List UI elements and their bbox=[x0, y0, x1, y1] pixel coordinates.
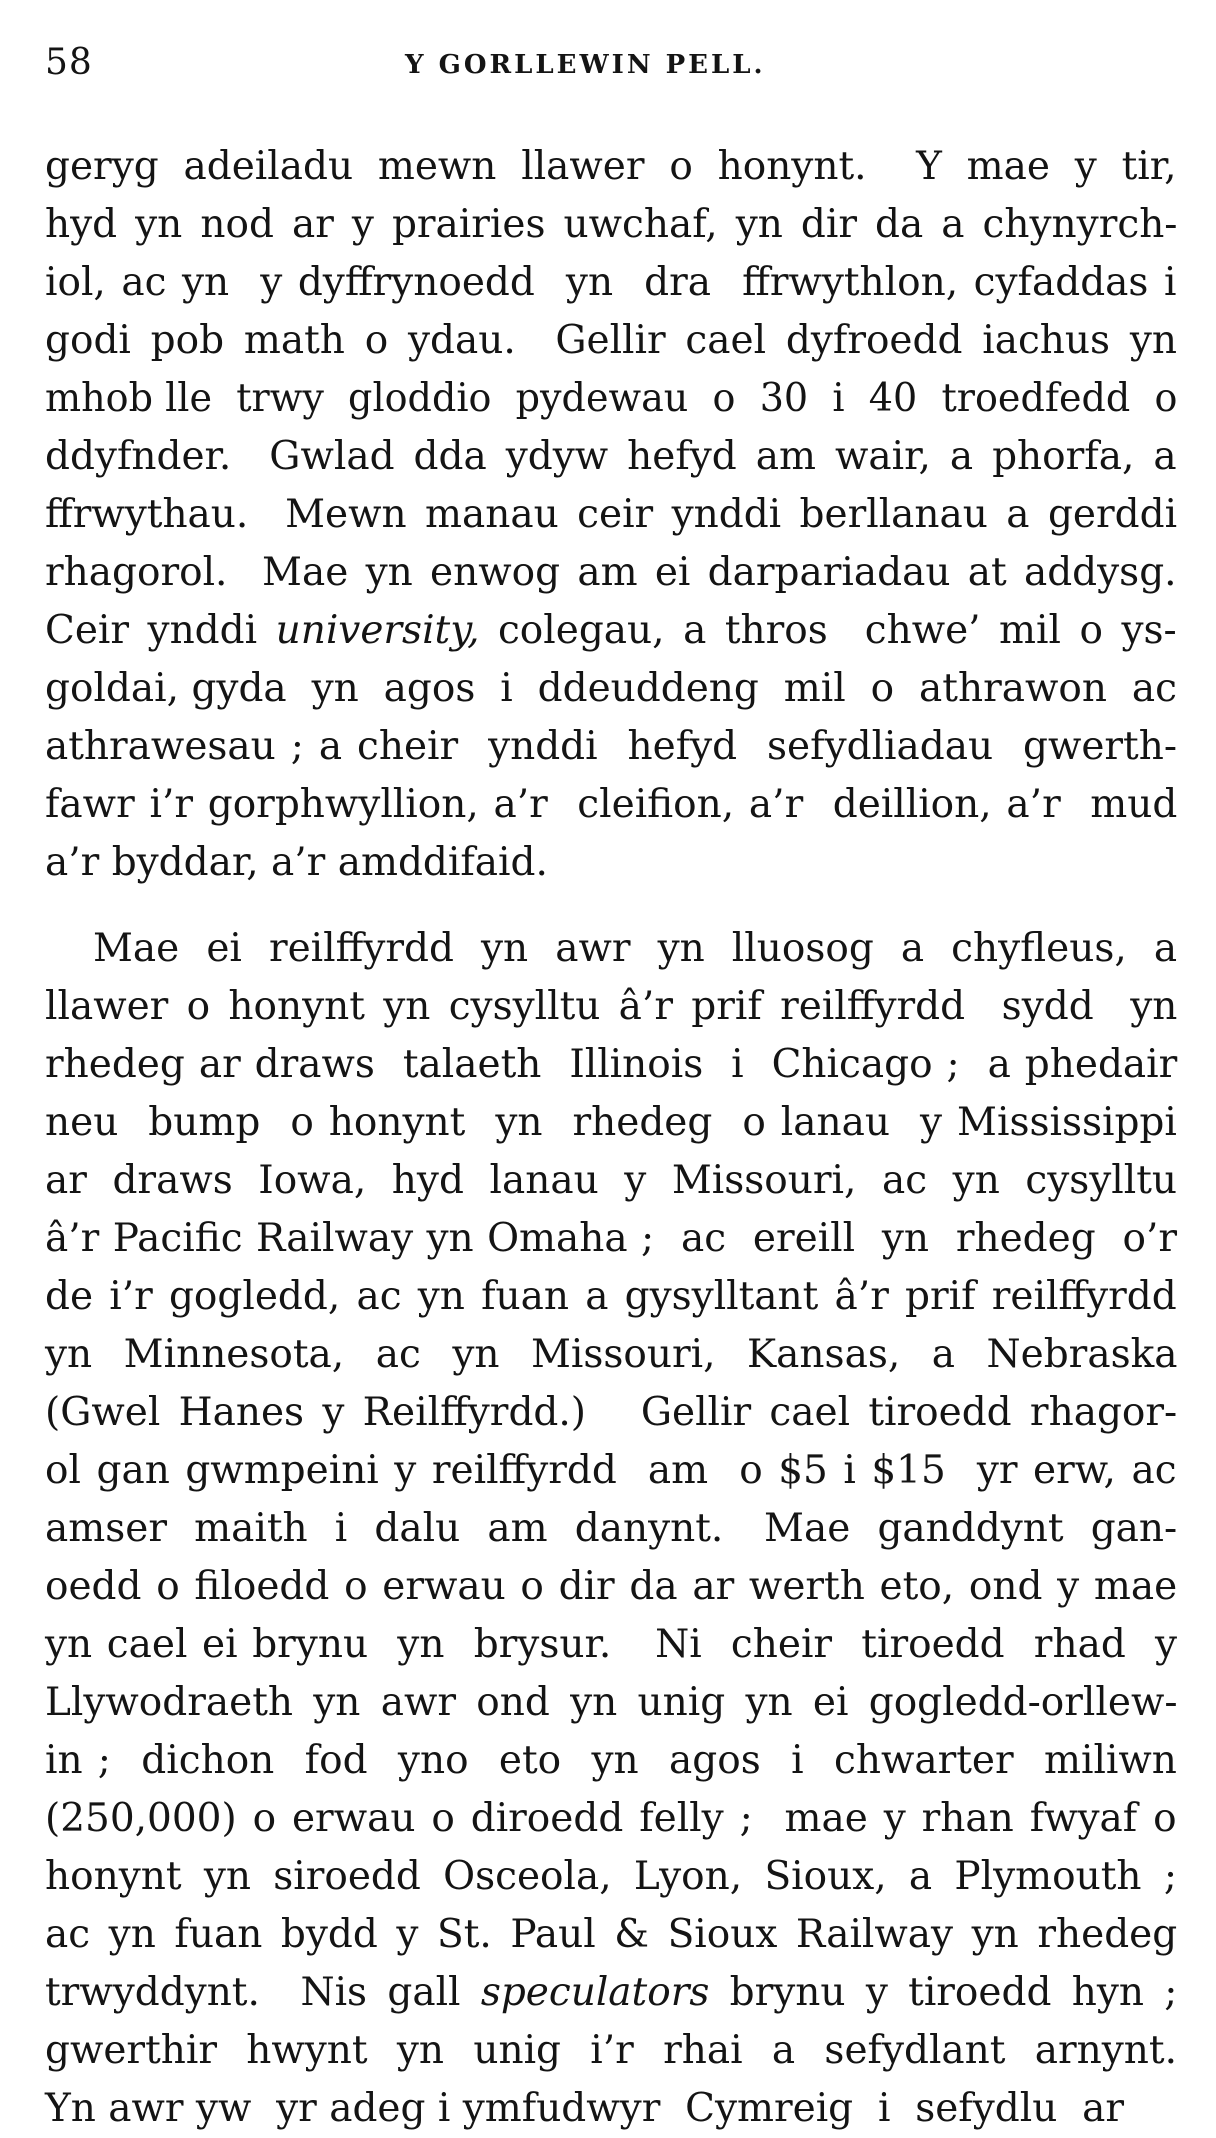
text-line bbox=[45, 2022, 1177, 2080]
text-line bbox=[45, 776, 1177, 834]
line-text: llawer o honynt yn cysylltu â’r prif reilffyrdd sydd yn bbox=[45, 984, 1178, 1029]
text-line bbox=[45, 1732, 1177, 1790]
line-text: ddyfnder. Gwlad dda ydyw hefyd am wair, a phorfa, a bbox=[45, 434, 1177, 479]
line-text: mhob lle trwy gloddio pydewau o 30 i 40 troedfedd o bbox=[45, 376, 1178, 421]
text-line bbox=[45, 660, 1177, 718]
line-text: rhedeg ar draws talaeth Illinois i Chicago ; a phedair bbox=[45, 1042, 1178, 1087]
line-text: gwerthir hwynt yn unig i’r rhai a sefydlant arnynt. bbox=[45, 2028, 1177, 2073]
text-line bbox=[45, 1906, 1177, 1964]
paragraph bbox=[45, 138, 1177, 892]
line-text: â’r Pacific Railway yn Omaha ; ac ereill yn rhedeg o’r bbox=[45, 1216, 1177, 1261]
line-text: Yn awr yw yr adeg i ymfudwyr Cymreig i sefydlu ar bbox=[45, 2086, 1125, 2131]
line-text: a’r byddar, a’r amddifaid. bbox=[45, 840, 548, 885]
text-line bbox=[45, 1616, 1177, 1674]
line-text: colegau, a thros chwe’ mil o ys- bbox=[479, 608, 1177, 653]
line-text: iol, ac yn y dyffrynoedd yn dra ffrwythlon, cyfaddas i bbox=[45, 260, 1177, 305]
text-line bbox=[45, 1210, 1177, 1268]
text-line bbox=[45, 1674, 1177, 1732]
text-line bbox=[45, 486, 1177, 544]
text-line bbox=[45, 978, 1177, 1036]
paragraph bbox=[45, 920, 1177, 2138]
line-text: Ceir ynddi bbox=[45, 608, 276, 653]
line-text: geryg adeiladu mewn llawer o honynt. Y mae y tir, bbox=[45, 144, 1177, 189]
line-text: trwyddynt. Nis gall bbox=[45, 1970, 481, 2015]
text-line bbox=[45, 1094, 1177, 1152]
italic-text: speculators bbox=[480, 1970, 710, 2015]
line-text: godi pob math o ydau. Gellir cael dyfroedd iachus yn bbox=[45, 318, 1178, 363]
body-text bbox=[45, 138, 1177, 2138]
text-line bbox=[45, 1558, 1177, 1616]
line-text: honynt yn siroedd Osceola, Lyon, Sioux, a Plymouth ; bbox=[45, 1854, 1177, 1899]
line-text: Mae ei reilffyrdd yn awr yn lluosog a chyfleus, a bbox=[93, 926, 1178, 971]
line-text: hyd yn nod ar y prairies uwchaf, yn dir da a chynyrch- bbox=[45, 202, 1178, 247]
text-line bbox=[45, 370, 1178, 428]
text-line bbox=[45, 428, 1177, 486]
text-line bbox=[45, 1036, 1177, 1094]
line-text: neu bump o honynt yn rhedeg o lanau y Mississippi bbox=[45, 1100, 1177, 1145]
text-line bbox=[45, 2080, 1177, 2138]
text-line bbox=[45, 1268, 1177, 1326]
page-number: 58 bbox=[45, 42, 93, 83]
line-text: (250,000) o erwau o diroedd felly ; mae y rhan fwyaf o bbox=[45, 1796, 1177, 1841]
line-text: goldai, gyda yn agos i ddeuddeng mil o athrawon ac bbox=[45, 666, 1177, 711]
line-text: in ; dichon fod yno eto yn agos i chwarter miliwn bbox=[45, 1738, 1177, 1783]
line-text: oedd o filoedd o erwau o dir da ar werth eto, ond y mae bbox=[45, 1564, 1178, 1609]
line-text: Llywodraeth yn awr ond yn unig yn ei gogledd-orllew- bbox=[45, 1680, 1178, 1725]
running-title: Y GORLLEWIN PELL. bbox=[405, 50, 766, 80]
line-text: ac yn fuan bydd y St. Paul & Sioux Railway yn rhedeg bbox=[45, 1912, 1178, 1957]
text-line bbox=[45, 1442, 1177, 1500]
text-line bbox=[45, 1790, 1177, 1848]
paragraph-gap bbox=[45, 892, 1177, 920]
line-text: yn Minnesota, ac yn Missouri, Kansas, a Nebraska bbox=[45, 1332, 1178, 1377]
line-text: ar draws Iowa, hyd lanau y Missouri, ac yn cysylltu bbox=[45, 1158, 1178, 1203]
text-line bbox=[45, 920, 1177, 978]
line-text: ffrwythau. Mewn manau ceir ynddi berllanau a gerddi bbox=[45, 492, 1178, 537]
line-text: amser maith i dalu am danynt. Mae ganddynt gan- bbox=[45, 1506, 1178, 1551]
line-text: athrawesau ; a cheir ynddi hefyd sefydliadau gwerth- bbox=[45, 724, 1178, 769]
line-text: brynu y tiroedd hyn ; bbox=[709, 1970, 1178, 2015]
page-header bbox=[45, 38, 1176, 88]
text-line bbox=[45, 1848, 1177, 1906]
text-line bbox=[45, 718, 1177, 776]
line-text: de i’r gogledd, ac yn fuan a gysylltant â’r prif reilffyrdd bbox=[45, 1274, 1177, 1319]
italic-text: university, bbox=[275, 608, 480, 653]
text-line bbox=[45, 834, 1177, 892]
text-line bbox=[45, 138, 1177, 196]
text-line bbox=[45, 254, 1177, 312]
line-text: yn cael ei brynu yn brysur. Ni cheir tiroedd rhad y bbox=[45, 1622, 1178, 1667]
text-line bbox=[45, 602, 1177, 660]
text-line bbox=[45, 1964, 1177, 2022]
text-line bbox=[45, 1500, 1177, 1558]
line-text: fawr i’r gorphwyllion, a’r cleifion, a’r deillion, a’r mud bbox=[45, 782, 1178, 827]
line-text: ol gan gwmpeini y reilffyrdd am o $5 i $15 yr erw, ac bbox=[45, 1448, 1177, 1493]
text-line bbox=[45, 1384, 1177, 1442]
text-line bbox=[45, 544, 1177, 602]
text-line bbox=[45, 1326, 1177, 1384]
line-text: (Gwel Hanes y Reilffyrdd.) Gellir cael tiroedd rhagor- bbox=[45, 1390, 1178, 1435]
line-text: rhagorol. Mae yn enwog am ei darpariadau at addysg. bbox=[45, 550, 1177, 595]
text-line bbox=[45, 1152, 1177, 1210]
text-line bbox=[45, 312, 1177, 370]
text-line bbox=[45, 196, 1177, 254]
